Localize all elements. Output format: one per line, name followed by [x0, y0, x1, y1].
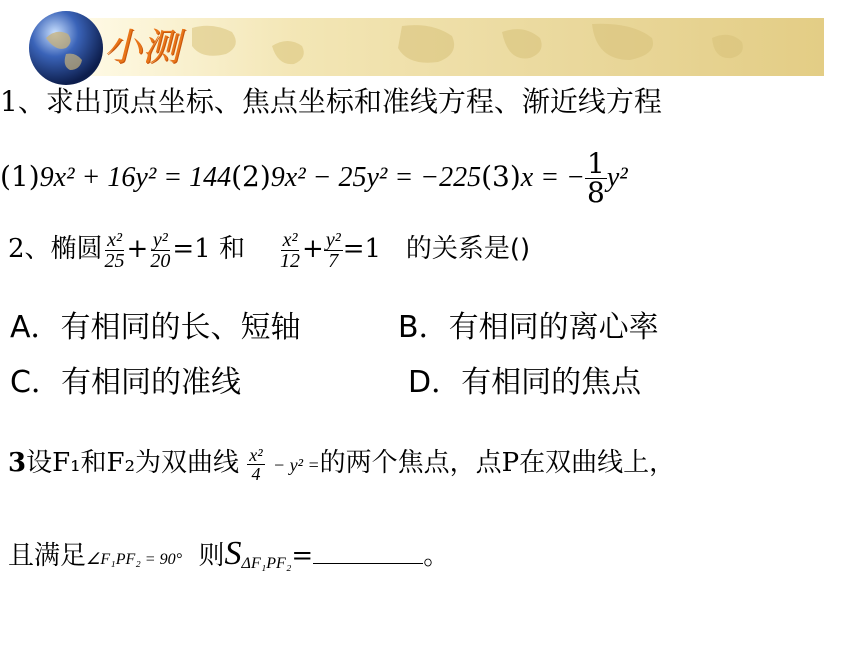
q3-number: 3	[8, 448, 27, 478]
ellipse2-num1: x²	[282, 228, 298, 251]
eq3-label: (3)	[481, 160, 521, 193]
ellipse2-num2: y²	[325, 228, 341, 251]
question-3-line-2	[8, 535, 449, 573]
ellipse1-den2: 20	[150, 249, 171, 272]
ellipse2-term2	[324, 230, 343, 271]
eq1-label: (1)	[0, 160, 40, 193]
q3-fraction	[247, 446, 264, 483]
ellipse1-den1: 25	[104, 249, 125, 272]
q3-area-subscript: ΔF₁PF₂	[241, 555, 292, 572]
question-2	[8, 228, 530, 271]
ellipse1-num1: x²	[107, 228, 122, 251]
eq3-tail: y²	[606, 162, 628, 193]
title-banner	[72, 18, 824, 76]
ellipse1-plus: +	[126, 234, 149, 264]
ellipse1-num2: y²	[152, 228, 168, 251]
option-b: B．有相同的离心率	[398, 310, 659, 345]
q2-prefix: 2、椭圆	[8, 234, 103, 264]
question-3-line-1	[8, 442, 675, 483]
ellipse2-den2: 7	[328, 249, 339, 272]
q3-equals: =	[291, 541, 314, 571]
ellipse2-den1: 12	[280, 249, 301, 272]
q2-and: 和	[218, 234, 245, 264]
q3-text-a: 设F₁和F₂为双曲线	[26, 448, 240, 478]
globe-icon	[26, 8, 106, 88]
eq2: 9x² − 25y² = −225	[270, 162, 482, 193]
eq2-label: (2)	[231, 160, 271, 193]
page-title: 小测	[104, 25, 181, 69]
eq3-fraction	[585, 147, 607, 209]
ellipse1-term2	[148, 230, 172, 271]
option-a: A．有相同的长、短轴	[10, 310, 301, 345]
q3-area-symbol: S	[224, 535, 242, 572]
answer-blank	[313, 541, 423, 564]
ellipse2-plus: +	[302, 234, 324, 264]
option-d: D．有相同的焦点	[408, 365, 642, 400]
q3-end-mark: 。	[423, 541, 450, 571]
q3-angle-condition: ∠F₁PF₂ = 90°	[86, 551, 182, 568]
eq3-den: 8	[587, 176, 605, 209]
q3-line2-prefix: 且满足	[8, 541, 87, 571]
ellipse2-eq: =1	[342, 234, 382, 264]
q3-frac-num: x²	[249, 444, 263, 465]
eq1: 9x² + 16y² = 144	[39, 162, 232, 193]
q2-suffix: 的关系是()	[405, 234, 531, 264]
q3-then: 则	[198, 541, 225, 571]
world-map-texture	[72, 18, 824, 76]
question-1-text: 1、求出顶点坐标、焦点坐标和准线方程、渐近线方程	[0, 85, 662, 118]
q3-term: − y² =	[272, 455, 320, 475]
eq3-lhs: x = −	[520, 162, 585, 193]
option-c: C．有相同的准线	[10, 365, 241, 400]
q3-frac-den: 4	[251, 463, 261, 484]
question-1-equations	[0, 147, 628, 209]
ellipse1-term1	[103, 230, 127, 271]
eq3-num: 1	[587, 147, 605, 180]
q3-text-b: 的两个焦点，点P在双曲线上，	[319, 448, 676, 478]
ellipse2-term1	[278, 230, 302, 271]
ellipse1-eq: =1	[172, 234, 211, 264]
